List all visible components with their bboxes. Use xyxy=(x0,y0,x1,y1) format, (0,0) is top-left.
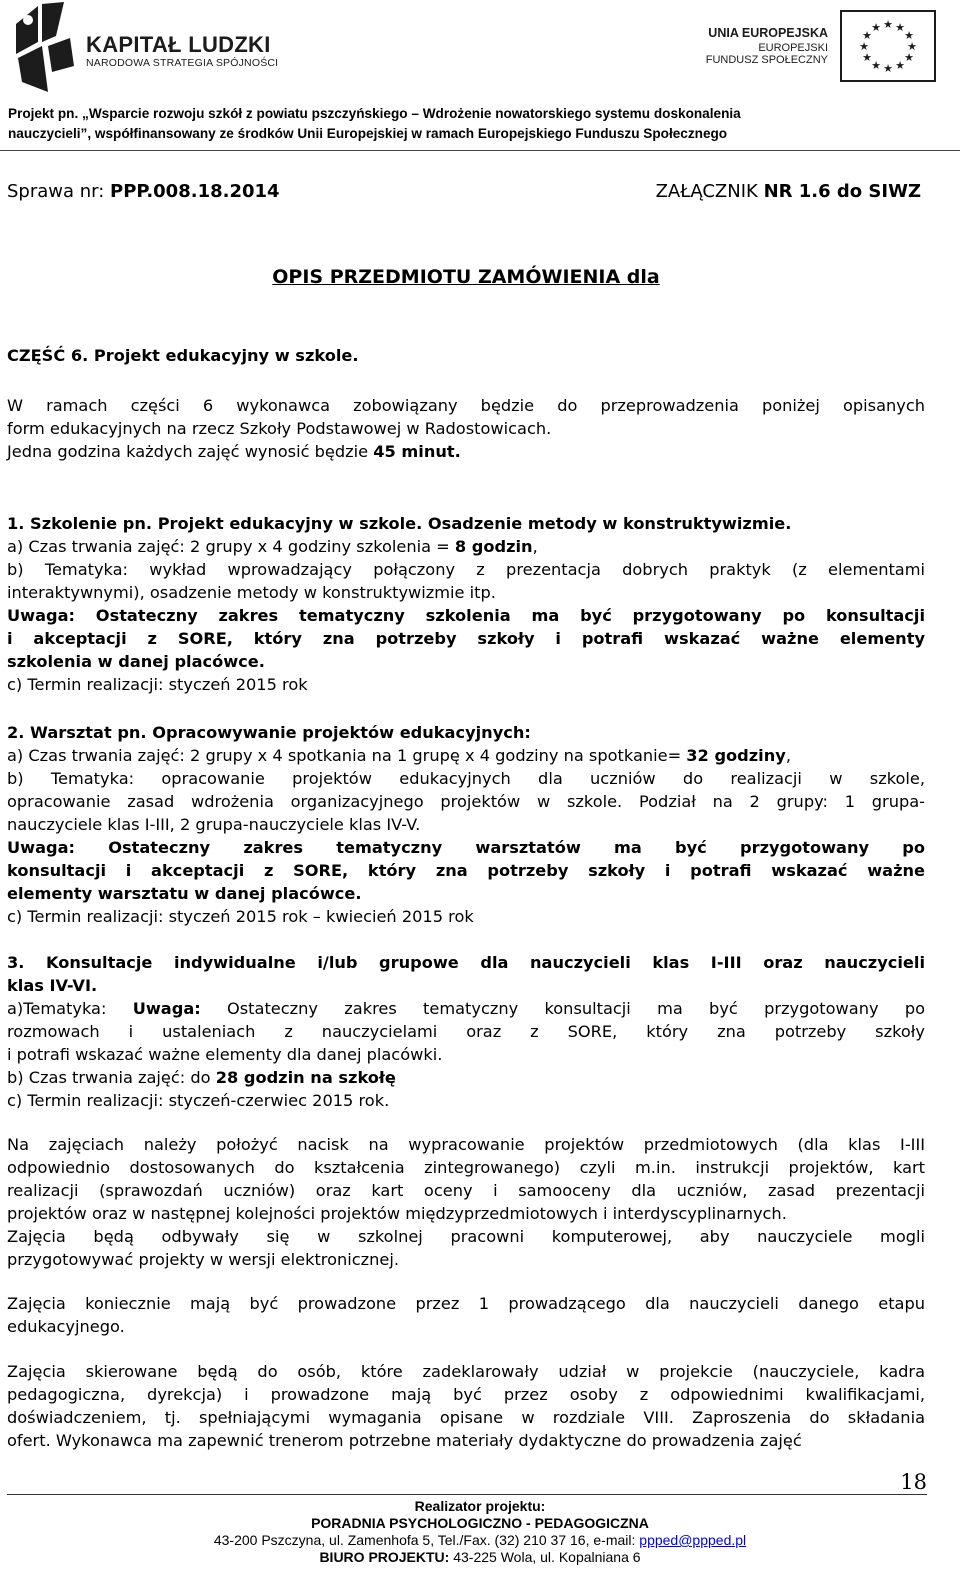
paragraph-line: pedagogiczna, dyrekcja) i prowadzone mają być przez osoby z odpowiednimi kwalifikacjami, xyxy=(7,1385,925,1404)
s3-a-text: a)Tematyka: xyxy=(7,999,133,1018)
intro-bold: 45 minut. xyxy=(373,442,461,461)
logo-subtitle: NARODOWA STRATEGIA SPÓJNOŚCI xyxy=(86,57,279,69)
section3-a xyxy=(7,997,925,1020)
footer-office xyxy=(0,1549,960,1567)
section2-note: elementy warsztatu w danej placówce. xyxy=(7,884,362,903)
section1-heading: 1. Szkolenie pn. Projekt edukacyjny w szkole. Osadzenie metody w konstruktywizmie. xyxy=(7,514,792,533)
intro-line: form edukacyjnych na rzecz Szkoły Podstawowej w Radostowicach. xyxy=(7,419,552,438)
paragraph-line: ofert. Wykonawca ma zapewnić trenerom potrzebne materiały dydaktyczne do prowadzenia zajęć xyxy=(7,1431,802,1450)
section1-a xyxy=(7,535,925,558)
footer-office-address: 43-225 Wola, ul. Kopalniana 6 xyxy=(449,1549,641,1565)
footer-email-link[interactable]: ppped@ppped.pl xyxy=(639,1532,747,1548)
case-line xyxy=(7,180,921,203)
s1-a-post: , xyxy=(532,537,538,556)
paragraph-line: Zajęcia koniecznie mają być prowadzone przez 1 prowadzącego dla nauczycieli danego etapu xyxy=(7,1294,925,1313)
section2-heading: 2. Warsztat pn. Opracowywanie projektów edukacyjnych: xyxy=(7,723,531,742)
document-title: OPIS PRZEDMIOTU ZAMÓWIENIA dla xyxy=(272,266,660,288)
svg-text:★: ★ xyxy=(895,21,905,34)
footer-office-label: BIURO PROJEKTU: xyxy=(319,1549,450,1565)
section3-heading: klas IV-VI. xyxy=(7,976,98,995)
case-label: Sprawa nr: xyxy=(7,181,111,202)
svg-text:★: ★ xyxy=(883,62,893,75)
section1-note: Uwaga: Ostateczny zakres tematyczny szkolenia ma być przygotowany po konsultacji xyxy=(7,606,925,625)
section1-c: c) Termin realizacji: styczeń 2015 rok xyxy=(7,675,308,694)
section2-b: b) Tematyka: opracowanie projektów edukacyjnych dla uczniów do realizacji w szkole, xyxy=(7,769,925,788)
paragraph-line: odpowiednio dostosowanych do kształcenia zintegrowanego) czyli m.in. instrukcji projektów, kart xyxy=(7,1158,925,1177)
section3-heading: 3. Konsultacje indywidualne i/lub grupowe dla nauczycieli klas I-III oraz nauczycieli xyxy=(7,953,925,972)
s3-b-text: b) Czas trwania zajęć: do xyxy=(7,1068,216,1087)
section2-b: opracowanie zasad wdrożenia organizacyjnego projektów w szkole. Podział na 2 grupy: 1 grupa- xyxy=(7,792,925,811)
paragraph-line: Zajęcia będą odbywały się w szkolnej pracowni komputerowej, aby nauczyciele mogli xyxy=(7,1227,925,1246)
header-divider xyxy=(0,150,960,151)
s1-a-text: a) Czas trwania zajęć: 2 grupy x 4 godziny szkolenia = xyxy=(7,537,455,556)
svg-text:★: ★ xyxy=(883,18,893,31)
project-title-line1: Projekt pn. „Wsparcie rozwoju szkół z powiatu pszczyńskiego – Wdrożenie nowatorskiego systemu doskonalenia xyxy=(8,106,741,121)
attachment-ref xyxy=(656,180,921,203)
logo-title: KAPITAŁ LUDZKI xyxy=(86,32,271,57)
s3-a-bold: Uwaga: xyxy=(132,999,201,1018)
paragraph-line: przygotowywać projekty w wersji elektronicznej. xyxy=(7,1250,400,1269)
footer-org: PORADNIA PSYCHOLOGICZNO - PEDAGOGICZNA xyxy=(311,1515,649,1531)
paragraph-line: Zajęcia skierowane będą do osób, które zadeklarowały udział w projekcie (nauczyciele, kadra xyxy=(7,1362,925,1381)
section3-a: rozmowach i ustaleniach z nauczycielami oraz z SORE, który zna potrzeby szkoły xyxy=(7,1022,925,1041)
s3-a-post: Ostateczny zakres tematyczny konsultacji ma być przygotowany po xyxy=(200,999,925,1018)
part-heading: CZĘŚĆ 6. Projekt edukacyjny w szkole. xyxy=(7,346,359,365)
intro-text: Jedna godzina każdych zajęć wynosić będzie xyxy=(7,442,374,461)
section1-note: i akceptacji z SORE, który zna potrzeby szkoły i potrafi wskazać ważne elementy xyxy=(7,629,925,648)
section2-a xyxy=(7,744,925,767)
footer-address-text: 43-200 Pszczyna, ul. Zamenhofa 5, Tel./Fax. (32) 210 37 16, e-mail: xyxy=(213,1532,640,1548)
paragraph-line: realizacji (sprawozdań uczniów) oraz kart oceny i samooceny dla uczniów, zasad prezentacji xyxy=(7,1181,925,1200)
footer-realizator: Realizator projektu: xyxy=(414,1498,546,1514)
section3-b xyxy=(7,1066,925,1089)
s3-b-bold: 28 godzin na szkołę xyxy=(215,1068,396,1087)
svg-text:★: ★ xyxy=(862,29,872,42)
svg-text:★: ★ xyxy=(859,40,869,53)
section2-c: c) Termin realizacji: styczeń 2015 rok – kwiecień 2015 rok xyxy=(7,907,474,926)
case-number: PPP.008.18.2014 xyxy=(110,181,280,202)
paragraph-line: Na zajęciach należy położyć nacisk na wypracowanie projektów przedmiotowych (dla klas I-III xyxy=(7,1135,925,1154)
svg-text:★: ★ xyxy=(871,21,881,34)
svg-text:★: ★ xyxy=(862,51,872,64)
eu-logo-line3: FUNDUSZ SPOŁECZNY xyxy=(705,54,828,66)
section2-note: Uwaga: Ostateczny zakres tematyczny warsztatów ma być przygotowany po xyxy=(7,838,925,857)
section2-note: konsultacji i akceptacji z SORE, który zna potrzeby szkoły i potrafi wskazać ważne xyxy=(7,861,925,880)
project-title xyxy=(8,104,952,144)
eu-logo-line2: EUROPEJSKI xyxy=(758,42,828,54)
intro-line xyxy=(7,440,925,463)
page-number: 18 xyxy=(900,1470,927,1494)
s2-a-bold: 32 godziny xyxy=(686,746,786,765)
section1-note: szkolenia w danej placówce. xyxy=(7,652,265,671)
s2-a-post: , xyxy=(785,746,791,765)
section3-c: c) Termin realizacji: styczeń-czerwiec 2015 rok. xyxy=(7,1091,390,1110)
kapital-ludzki-emblem-icon xyxy=(8,2,78,94)
footer-address xyxy=(0,1532,960,1550)
footer-divider xyxy=(7,1494,927,1495)
paragraph-line: edukacyjnego. xyxy=(7,1317,125,1336)
attachment-number: NR 1.6 do SIWZ xyxy=(763,181,921,202)
intro-line: W ramach części 6 wykonawca zobowiązany będzie do przeprowadzenia poniżej opisanych xyxy=(7,396,925,415)
section1-b: b) Tematyka: wykład wprowadzający połączony z prezentacja dobrych praktyk (z elementami xyxy=(7,560,925,579)
svg-text:★: ★ xyxy=(904,51,914,64)
eu-logo xyxy=(690,6,940,90)
paragraph-line: projektów oraz w następnej kolejności projektów międzyprzedmiotowych i interdyscyplinarnych. xyxy=(7,1204,787,1223)
svg-text:★: ★ xyxy=(904,29,914,42)
svg-text:★: ★ xyxy=(871,59,881,72)
section1-b: interaktywnymi), osadzenie metody w konstruktywizmie itp. xyxy=(7,583,496,602)
eu-flag-icon xyxy=(840,10,936,82)
project-title-line2: nauczycieli”, współfinansowany ze środków Unii Europejskiej w ramach Europejskiego Funduszu Społecznego xyxy=(8,126,728,141)
s2-a-text: a) Czas trwania zajęć: 2 grupy x 4 spotkania na 1 grupę x 4 godziny na spotkanie= xyxy=(7,746,687,765)
s1-a-bold: 8 godzin xyxy=(454,537,533,556)
kapital-ludzki-logo xyxy=(8,2,308,94)
svg-text:★: ★ xyxy=(895,59,905,72)
attachment-label: ZAŁĄCZNIK xyxy=(655,181,764,202)
section2-b: nauczyciele klas I-III, 2 grupa-nauczyciele klas IV-V. xyxy=(7,815,421,834)
section3-a: i potrafi wskazać ważne elementy dla danej placówki. xyxy=(7,1045,443,1064)
eu-logo-line1: UNIA EUROPEJSKA xyxy=(708,26,828,40)
svg-text:★: ★ xyxy=(907,40,917,53)
paragraph-line: doświadczeniem, tj. spełniającymi wymagania opisane w rozdziale VIII. Zaproszenia do składania xyxy=(7,1408,925,1427)
